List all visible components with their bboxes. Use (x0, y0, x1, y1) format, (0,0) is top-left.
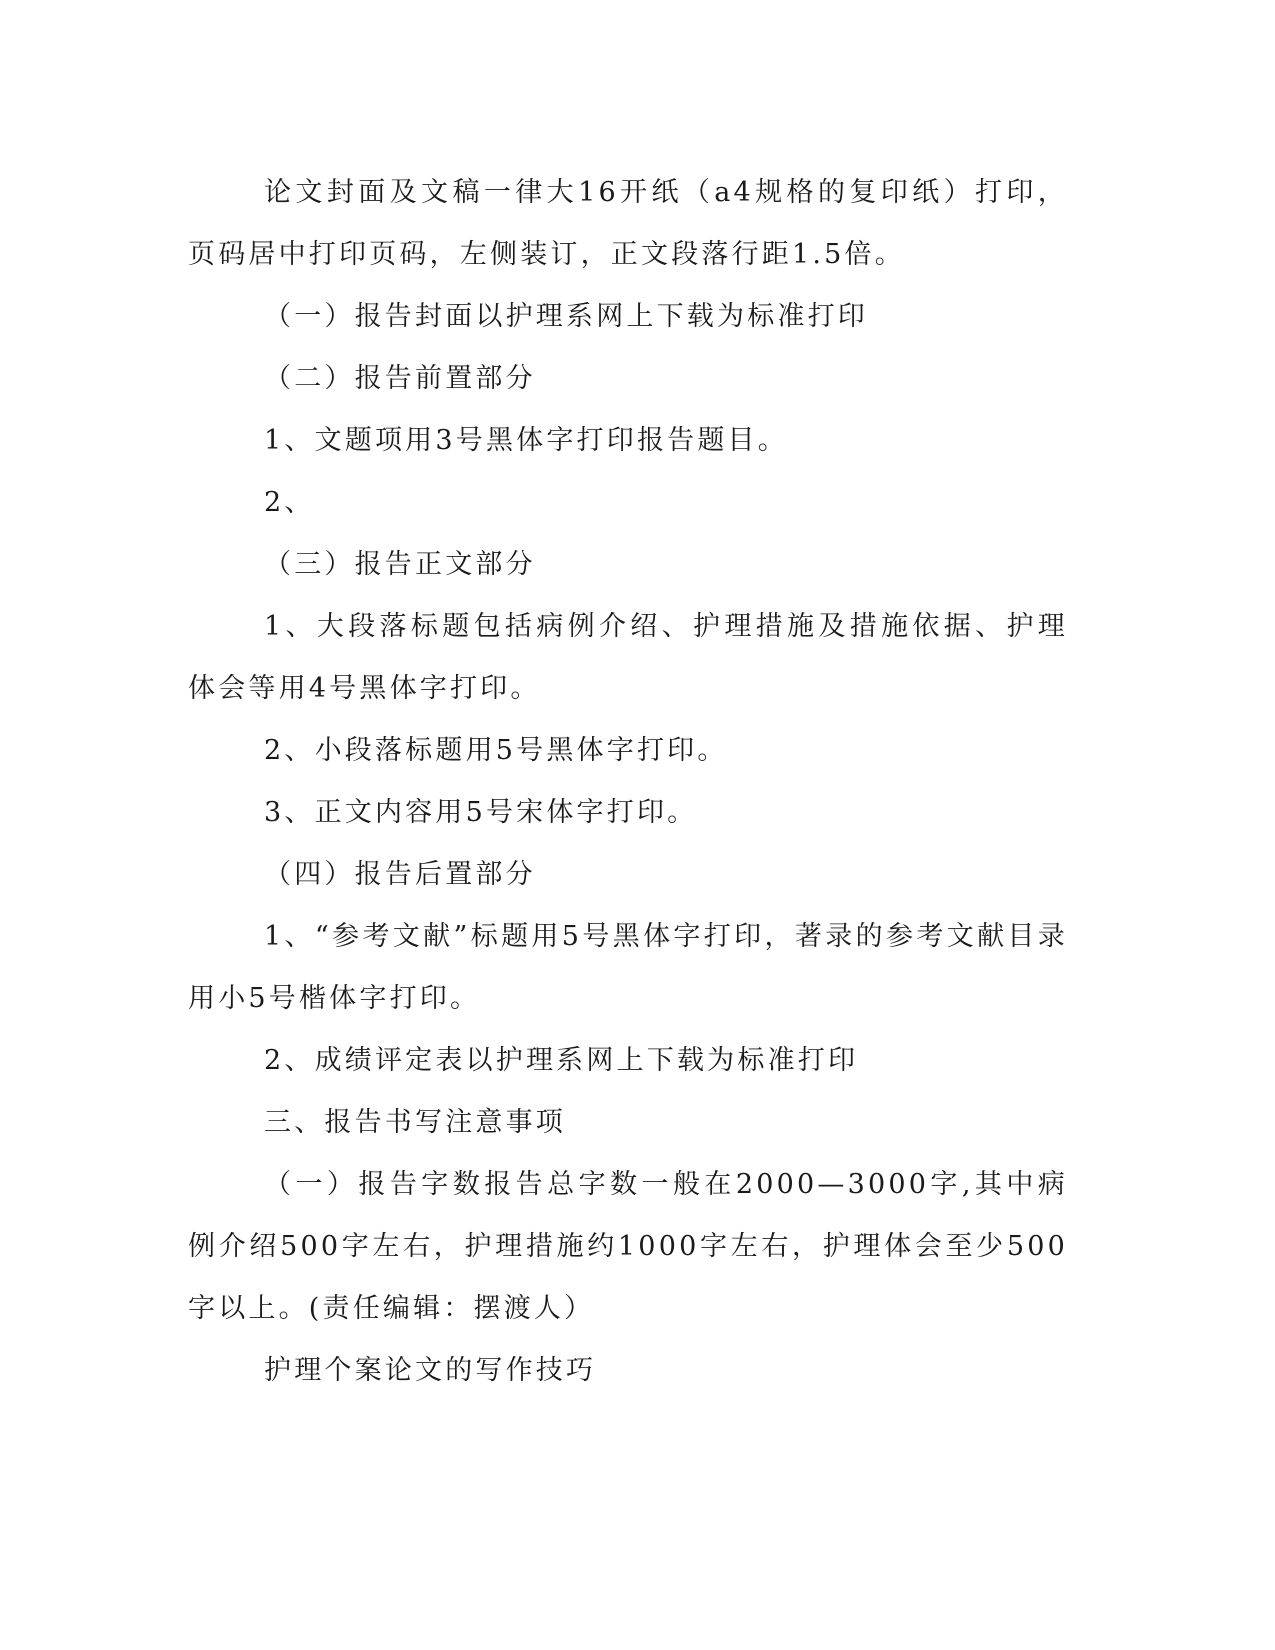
paragraph-9: 3、正文内容用5号宋体字打印。 (264, 797, 698, 828)
paragraph-12: 2、成绩评定表以护理系网上下载为标准打印 (264, 1045, 859, 1076)
paragraph-1: 论文封面及文稿一律大16开纸（a4规格的复印纸）打印，页码居中打印页码，左侧装订，正文段落行距1.5倍。 (188, 177, 1068, 270)
paragraph-5: 2、 (264, 487, 315, 518)
paragraph-7: 1、大段落标题包括病例介绍、护理措施及措施依据、护理体会等用4号黑体字打印。 (188, 611, 1068, 704)
paragraph-8: 2、小段落标题用5号黑体字打印。 (264, 735, 728, 766)
paragraph-3: （二）报告前置部分 (264, 363, 536, 394)
paragraph-15: 护理个案论文的写作技巧 (264, 1355, 597, 1386)
paragraph-6: （三）报告正文部分 (264, 549, 536, 580)
paragraph-2: （一）报告封面以护理系网上下载为标准打印 (264, 301, 868, 332)
paragraph-11: 1、“参考文献”标题用5号黑体字打印，著录的参考文献目录用小5号楷体字打印。 (188, 921, 1068, 1014)
paragraph-10: （四）报告后置部分 (264, 859, 536, 890)
paragraph-13: 三、报告书写注意事项 (264, 1107, 566, 1138)
document-body (188, 162, 1068, 1402)
paragraph-4: 1、文题项用3号黑体字打印报告题目。 (264, 425, 788, 456)
paragraph-14: （一）报告字数报告总字数一般在2000—3000字,其中病例介绍500字左右，护理措施约1000字左右，护理体会至少500字以上。(责任编辑：摆渡人） (188, 1169, 1068, 1324)
